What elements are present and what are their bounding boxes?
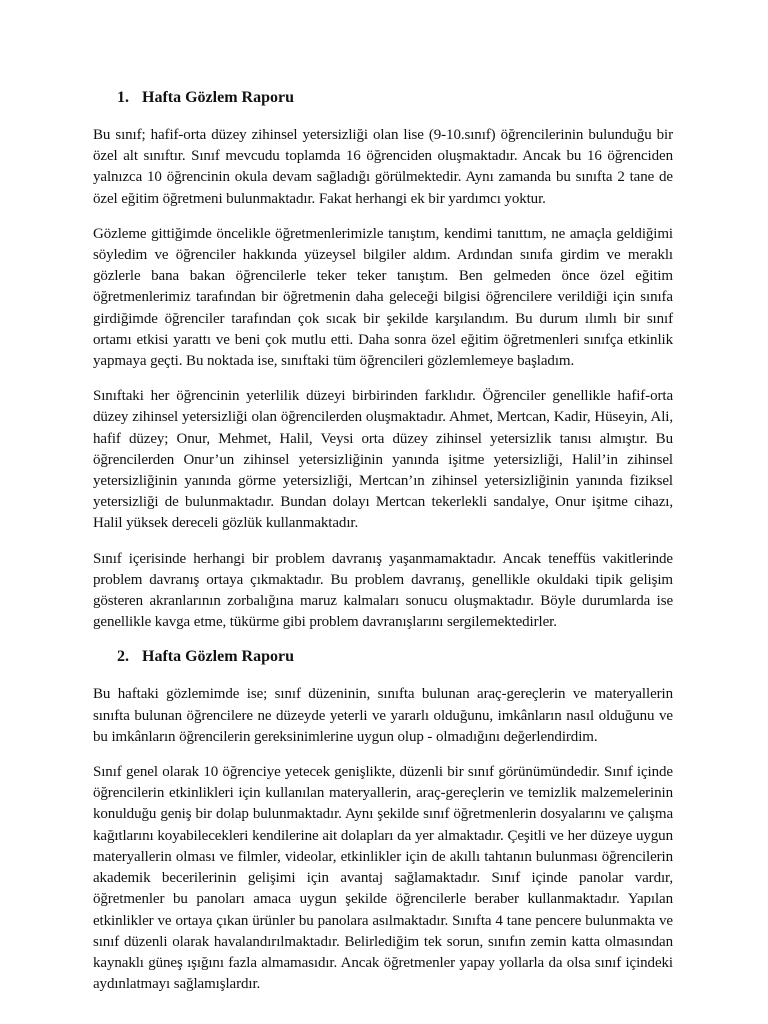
section-heading [93, 647, 673, 667]
section-title: Hafta Gözlem Raporu [142, 89, 294, 106]
paragraph: Sınıf içerisinde herhangi bir problem davranış yaşanmamaktadır. Ancak teneffüs vakitlerinde problem davranış ortaya çıkmaktadır. Bu problem davranış, genellikle okuldaki tipik gelişim gösteren akranlarının zorbalığına maruz kalmaları sonucu oluşmaktadır. Böyle durumlarda ise genellikle kavga etme, tükürme gibi problem davranışlarını sergilemektedirler. [93, 550, 673, 631]
paragraph: Gözleme gittiğimde öncelikle öğretmenlerimizle tanıştım, kendimi tanıttım, ne amaçla geldiğimi söyledim ve öğrenciler hakkında yüzeysel bilgiler aldım. Ardından sınıfa girdim ve meraklı gözlerle bana bakan öğrencilerle teker teker tanıştım. Ben gelmeden önce özel eğitim öğretmenlerimiz tarafından bir öğretmenin daha geleceği bilgisi öğrencilere verildiği için sınıfa girdiğimde öğrenciler tarafından çok sıcak bir şekilde karşılandım. Bu durum ılımlı bir sınıf ortamı etkisi yarattı ve beni çok mutlu etti. Daha sonra özel eğitim öğretmenleri sınıfça etkinlik yapmaya geçti. Bu noktada ise, sınıftaki tüm öğrencileri gözlemlemeye başladım. [93, 225, 673, 370]
section-week-1 [93, 88, 673, 633]
paragraph: Sınıf genel olarak 10 öğrenciye yetecek genişlikte, düzenli bir sınıf görünümündedir. Sınıf içinde öğrencilerin etkinlikleri için kullanılan materyallerin, araç-gereçlerin ve temizlik malzemelerinin konulduğu geniş bir dolap bulunmaktadır. Aynı şekilde sınıf öğretmenlerin dosyalarını ve çalışma kağıtlarını koyabilecekleri kendilerine ait dolapları da yer almaktadır. Çeşitli ve her düzeye uygun materyallerin olması ve filmler, videolar, etkinlikler için de akıllı tahtanın bulunması öğrencilerin akademik becerilerinin gelişimi için avantaj sağlamaktadır. Sınıf içinde panolar vardır, öğretmenler bu panoları amaca uygun şekilde öğrencilerle beraber kullanmaktadır. Yapılan etkinlikler ve ortaya çıkan ürünler bu panolara asılmaktadır. Sınıfta 4 tane pencere bulunmakta ve sınıf düzenli olarak havalandırılmaktadır. Belirlediğim tek sorun, sınıfın zemin katta olmasından kaynaklı güneş ışığını fazla almamasıdır. Ancak öğretmenler yapay yollarla da olsa sınıf içindeki aydınlatmayı sağlamışlardır. [93, 764, 673, 993]
section-number: 1. [117, 89, 129, 106]
paragraph: Bu haftaki gözlemimde ise; sınıf düzeninin, sınıfta bulunan araç-gereçlerin ve materyallerin sınıfta bulunan öğrencilere ne düzeyde yeterli ve yararlı olduğunu, imkânların nasıl olduğunu ve bu imkânların öğrencilerin gereksinimlerine uygun olup - olmadığını değerlendirdim. [93, 686, 673, 745]
section-number: 2. [117, 648, 129, 666]
section-title: Hafta Gözlem Raporu [142, 648, 294, 666]
paragraph: Sınıftaki her öğrencinin yeterlilik düzeyi birbirinden farklıdır. Öğrenciler genellikle hafif-orta düzey zihinsel yetersizliği olan öğrencilerden oluşmaktadır. Ahmet, Mertcan, Kadir, Hüseyin, Ali, hafif düzey; Onur, Mehmet, Halil, Veysi orta düzey zihinsel yetersizlik tanısı almıştır. Bu öğrencilerden Onur’un zihinsel yetersizliğinin yanında işitme yetersizliği, Halil’in zihinsel yetersizliğinin yanında görme yetersizliği, Mertcan’ın zihinsel yetersizliğinin yanında fiziksel yetersizliği de bulunmaktadır. Bundan dolayı Mertcan tekerlekli sandalye, Onur işitme cihazı, Halil yüksek dereceli gözlük kullanmaktadır. [93, 388, 673, 532]
paragraph: Bu sınıf; hafif-orta düzey zihinsel yetersizliği olan lise (9-10.sınıf) öğrencilerinin bulunduğu bir özel alt sınıftır. Sınıf mevcudu toplamda 16 öğrenciden oluşmaktadır. Ancak bu 16 öğrenciden yalnızca 10 öğrencinin okula devam sağladığı görülmektedir. Aynı zamanda bu sınıfta 2 tane de özel eğitim öğretmeni bulunmaktadır. Fakat herhangi ek bir yardımcı yoktur. [93, 127, 673, 207]
section-week-2 [93, 647, 673, 995]
document-page [93, 88, 673, 1009]
section-heading [93, 88, 673, 108]
